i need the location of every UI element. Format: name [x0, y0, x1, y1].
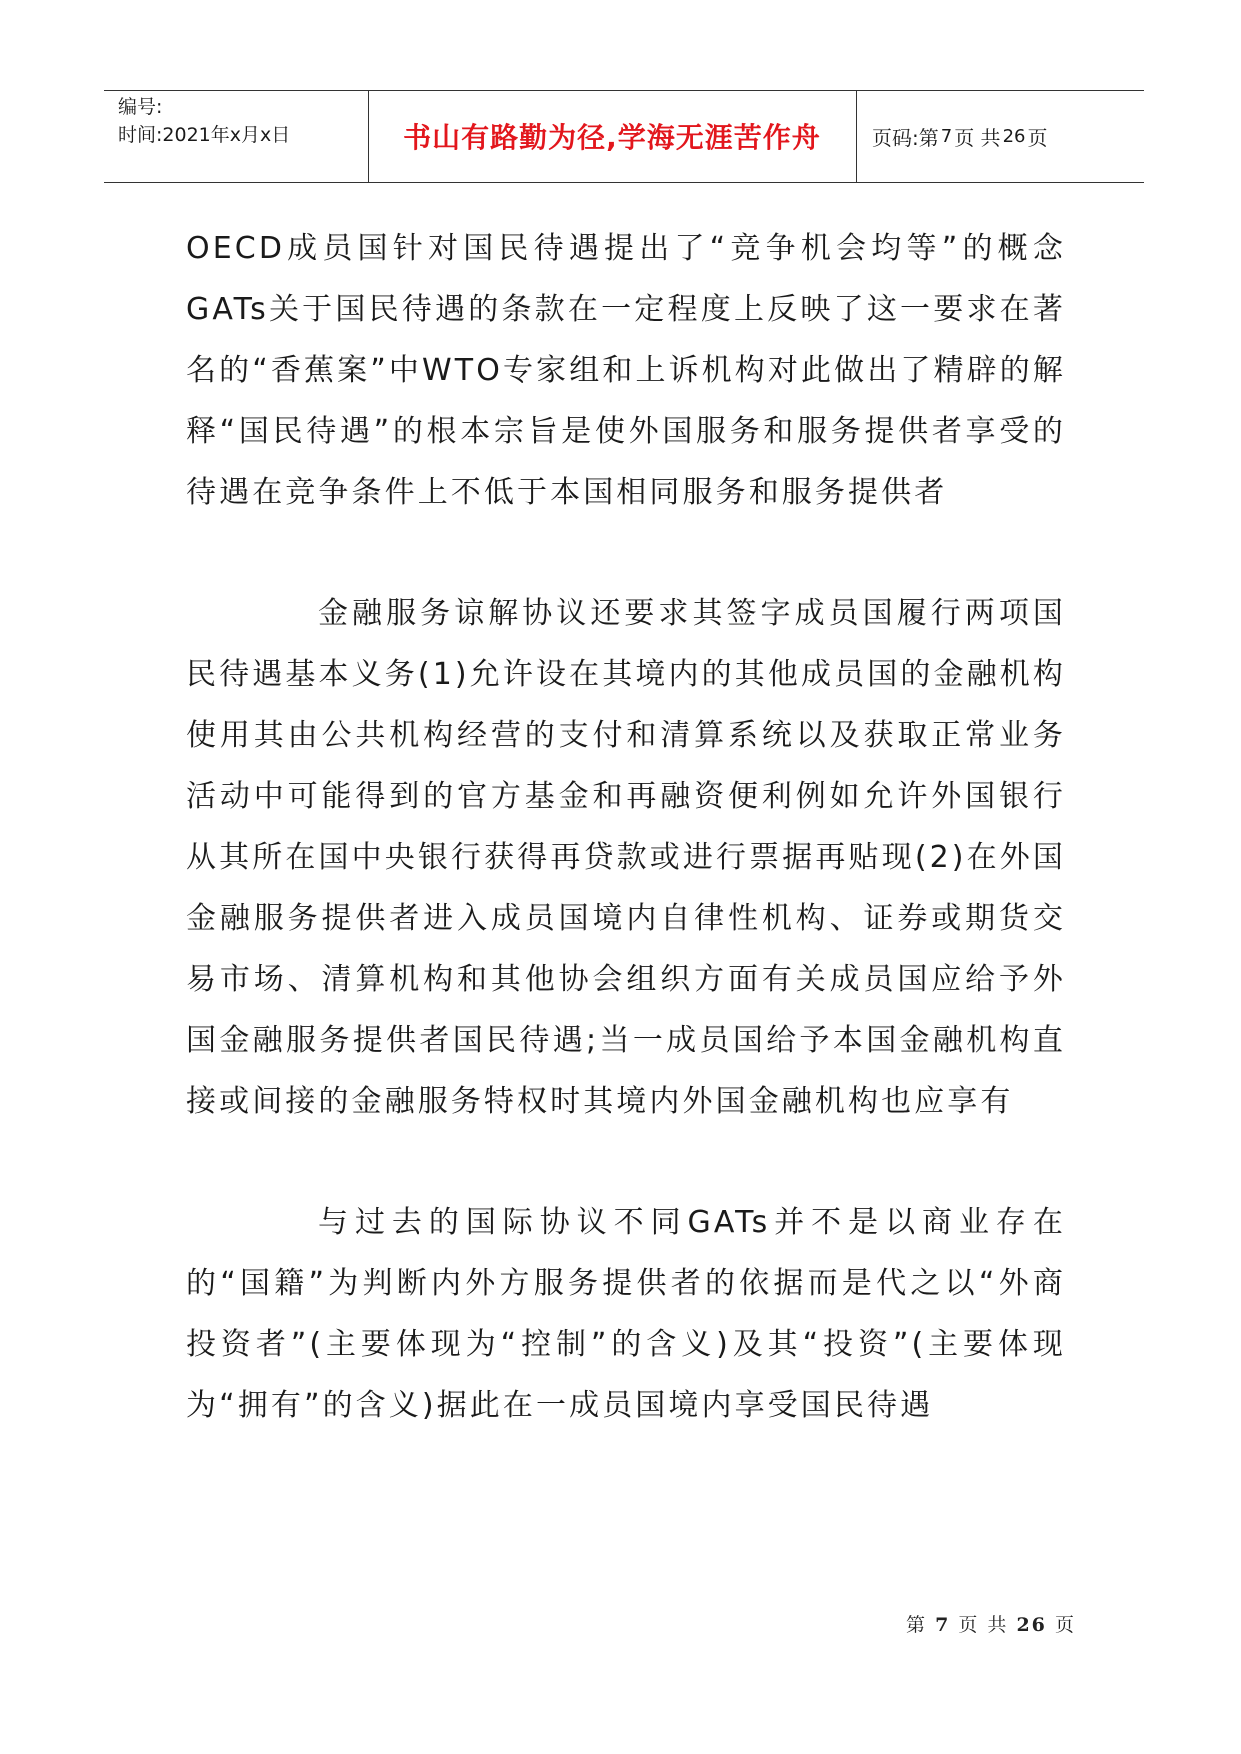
page-footer: [906, 1610, 1076, 1637]
document-number-label: 编号:: [118, 96, 163, 118]
header-motto: 书山有路勤为径,学海无涯苦作舟: [403, 121, 821, 154]
header-meta: [118, 93, 290, 149]
footer-suffix: 页: [1054, 1614, 1076, 1636]
page-prefix: 页码:第: [872, 125, 939, 150]
page-header: [104, 90, 1144, 183]
page-total: 26: [1002, 125, 1026, 147]
footer-prefix: 第: [906, 1614, 928, 1636]
paragraph-1: OECD成员国针对国民待遇提出了“竞争机会均等”的概念GATs关于国民待遇的条款在一定程度上反映了这一要求在著名的“香蕉案”中WTO专家组和上诉机构对此做出了精辟的解释“国民待遇”的根本宗旨是使外国服务和服务提供者享受的待遇在竞争条件上不低于本国相同服务和服务提供者: [186, 231, 1066, 510]
document-time: 时间:2021年x月x日: [118, 124, 291, 146]
header-page-info: [872, 91, 1047, 181]
page-mid: 页 共: [954, 125, 1001, 150]
paragraph-3: 与过去的国际协议不同GATs并不是以商业存在的“国籍”为判断内外方服务提供者的依据而是代之以“外商投资者”(主要体现为“控制”的含义)及其“投资”(主要体现为“拥有”的含义)据此在一成员国境内享受国民待遇: [186, 1205, 1066, 1423]
page-current: 7: [940, 125, 953, 147]
page-suffix: 页: [1027, 125, 1048, 150]
document-body: [186, 218, 1066, 1496]
paragraph-2: 金融服务谅解协议还要求其签字成员国履行两项国民待遇基本义务(1)允许设在其境内的其他成员国的金融机构使用其由公共机构经营的支付和清算系统以及获取正常业务活动中可能得到的官方基金和再融资便利例如允许外国银行从其所在国中央银行获得再贷款或进行票据再贴现(2)在外国金融服务提供者进入成员国境内自律性机构、证券或期货交易市场、清算机构和其他协会组织方面有关成员国应给予外国金融服务提供者国民待遇;当一成员国给予本国金融机构直接或间接的金融服务特权时其境内外国金融机构也应享有: [186, 596, 1066, 1119]
footer-current: 7: [935, 1614, 951, 1636]
footer-mid: 页 共: [958, 1614, 1009, 1636]
header-divider-right: [856, 91, 857, 182]
footer-total: 26: [1016, 1614, 1047, 1636]
